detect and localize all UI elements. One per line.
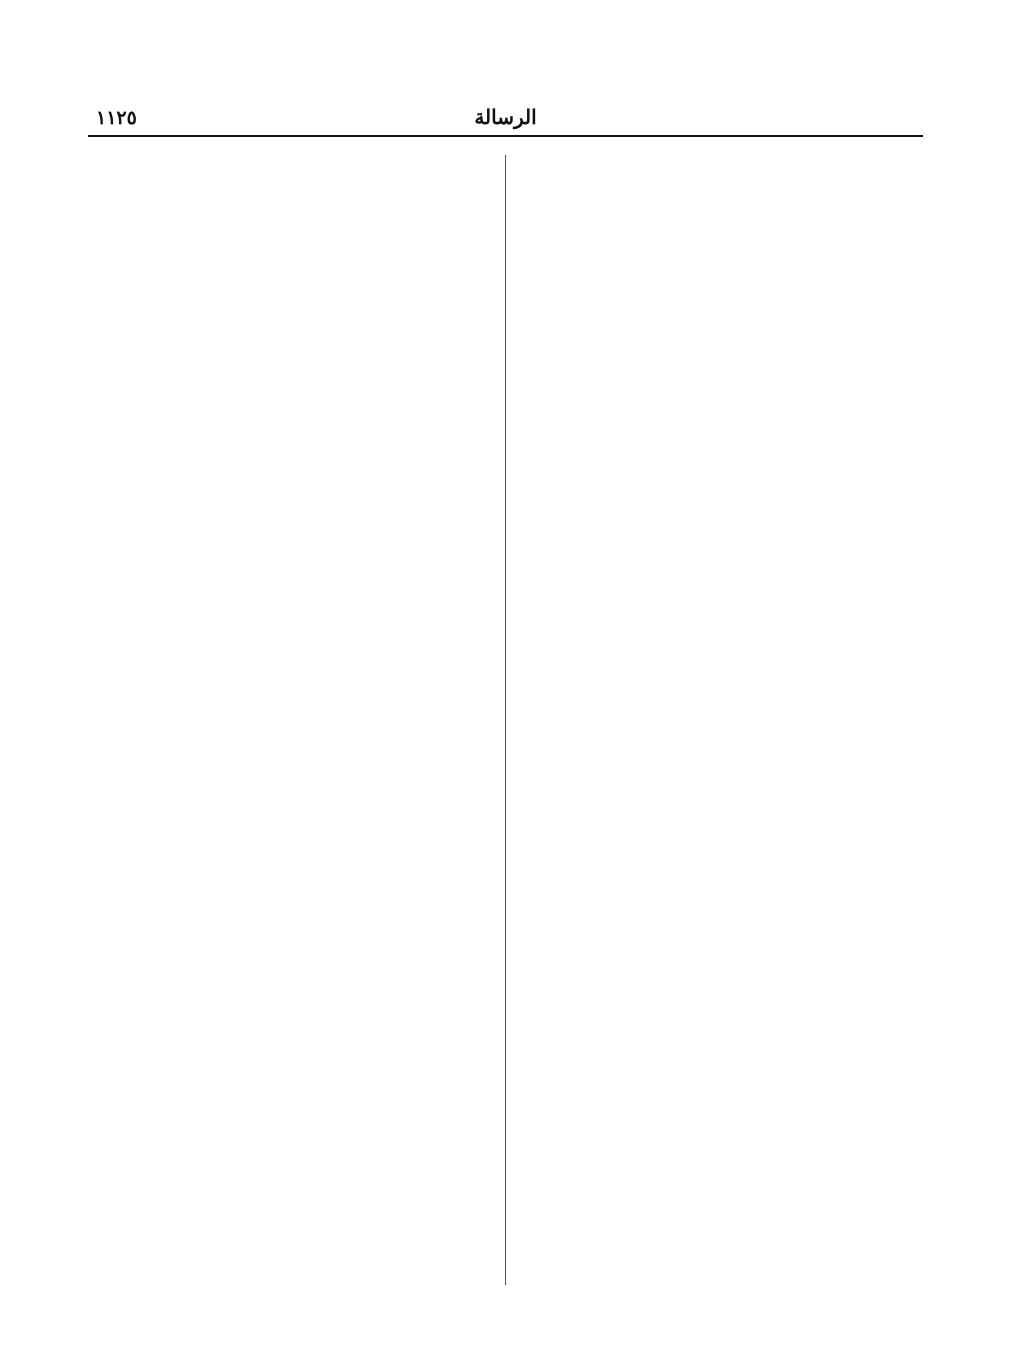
right-column [518,155,923,1285]
column-divider [505,155,506,1285]
page-number: ١١٢٥ [96,107,137,129]
header-rule [88,135,923,137]
text-columns [88,155,923,1285]
page-header [88,95,923,129]
magazine-title: الرسالة [474,105,537,129]
left-column [88,155,493,1285]
